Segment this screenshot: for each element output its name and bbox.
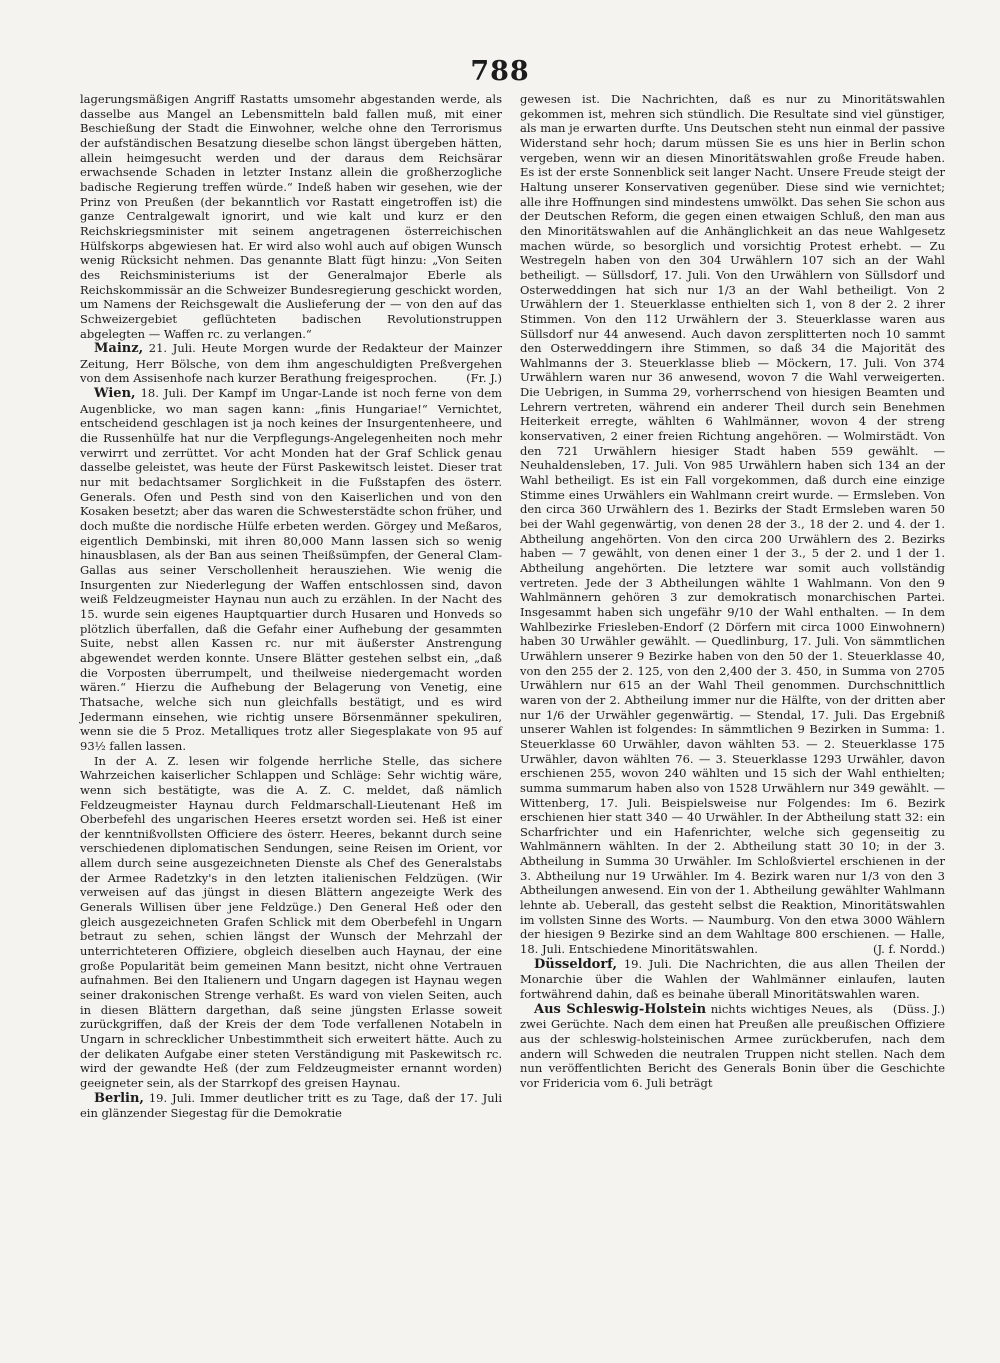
paragraph-text: 21. Juli. Heute Morgen wurde der Redakteur der Mainzer Zeitung, Herr Bölsche, von dem ihm angeschuldigten Preßvergehen von dem Assisenhofe nach kurzer Berathung freigesprochen. — [80, 341, 502, 386]
left-column — [80, 92, 502, 1121]
source-citation: (Düss. J.) — [892, 1001, 945, 1016]
dateline: Düsseldorf, — [534, 956, 618, 972]
paragraph-text: 18. Juli. Der Kampf im Ungar-Lande ist noch ferne von dem Augenblicke, wo man sagen kann: „finis Hungariae!“ Vernichtet, entscheidend geschlagen ist ja noch keines der Insurgentenheere, und die Russenhülfe hat nur die Verpflegungs-Angelegenheiten noch mehr verwirrt und zerrüttet. Vor acht Monden hat der Graf Schlick genau dasselbe geleistet, was heute der Fürst Paskewitsch leistet. Dieser trat nur mit bedachtsamer Sorglichkeit in die Fußstapfen des österr. Generals. Ofen und Pesth sind von den Kaiserlichen und von den Kosaken besetzt; aber das waren die Schwesterstädte schon früher, und doch mußte die nordische Hülfe erbeten werden. Görgey und Meßaros, eigentlich Dembinski, mit ihren 80,000 Mann lassen sich so wenig hinausblasen, als der Ban aus seinen Theißsümpfen, der General Clam-Gallas aus seiner Verschollenheit herausziehen. Wie wenig die Insurgenten zur Niederlegung der Waffen entschlossen sind, davon weiß Feldzeugmeister Haynau nun auch zu erzählen. In der Nacht des 15. wurde sein eigenes Hauptquartier durch Husaren und Honveds so plötzlich überfallen, daß die Gefahr einer Aufhebung der gesammten Suite, nebst allen Kassen rc. nur mit äußerster Anstrengung abgewendet werden konnte. Unsere Blätter gestehen selbst ein, „daß die Vorposten überrumpelt, und theilweise niedergemacht worden wären.“ Hierzu die Aufhebung der Belagerung von Venetig, eine Thatsache, welche sich nun gleichfalls bestätigt, und es wird Jedermann einsehen, wie richtig unsere Börsenmänner spekuliren, wenn sie die 5 Proz. Metalliques trotz aller Siegesplakate von 95 auf 93½ fallen lassen. — [80, 386, 503, 753]
dateline: Mainz, — [94, 341, 144, 357]
dateline: Berlin, — [94, 1090, 144, 1106]
article-paragraph — [80, 341, 502, 386]
article-paragraph — [80, 92, 502, 341]
paragraph-text: nichts wichtiges Neues, als zwei Gerüchte. Nach dem einen hat Preußen alle preußischen Offiziere aus der schleswig-holsteinischen Armee zurückberufen, nach dem andern will Schweden die neutralen Truppen nicht stellen. Nach dem nun veröffentlichten Bericht des Generals Bonin über die Geschichte vor Fridericia vom 6. Juli beträgt — [520, 1001, 945, 1090]
article-paragraph — [80, 1091, 502, 1121]
source-citation: (J. f. Nordd.) — [872, 942, 945, 957]
article-paragraph — [520, 92, 945, 957]
dateline: Wien, — [94, 386, 136, 402]
paragraph-text: 19. Juli. Die Nachrichten, die aus allen Theilen der Monarchie über die Wahlen der Wahlmänner einlaufen, lauten fortwährend dahin, daß es beinahe überall Minoritätswahlen waren. — [520, 956, 946, 1002]
paragraph-text: lagerungsmäßigen Angriff Rastatts umsomehr abgestanden werde, als dasselbe aus Mangel an Lebensmitteln bald fallen muß, mit einer Beschießung der Stadt die Einwohner, welche ohne den Terrorismus der aufständischen Besatzung dieselbe schon längst übergeben hätten, allein heimgesucht werden und der daraus dem Reichsärar erwachsende Schaden in letzter Instanz allein die großherzogliche badische Regierung treffen würde.“ Indeß haben wir gesehen, wie der Prinz von Preußen (der bekanntlich vor Rastatt eingetroffen ist) die ganze Centralgewalt ignorirt, und wie kalt und kurz er den Reichskriegsminister mit seinem angetragenen österreichischen Hülfskorps abgewiesen hat. Er wird also wohl auch auf obigen Wunsch wenig Rücksicht nehmen. Das genannte Blatt fügt hinzu: „Von Seiten des Reichsministeriums ist der Generalmajor Eberle als Reichskommissär an die Schweizer Bundesregierung geschickt worden, um Namens der Reichsgewalt die Auslieferung der — von den auf das Schweizergebiet geflüchteten badischen Revolutionstruppen abgelegten — Waffen rc. zu verlangen.“ — [80, 92, 502, 341]
right-column — [520, 92, 945, 1091]
paragraph-text: 19. Juli. Immer deutlicher tritt es zu Tage, daß der 17. Juli ein glänzender Siegestag für die Demokratie — [80, 1090, 502, 1121]
dateline: Aus Schleswig-Holstein — [534, 1001, 707, 1017]
page-number: 788 — [470, 56, 530, 87]
paragraph-text: In der A. Z. lesen wir folgende herrliche Stelle, das sichere Wahrzeichen kaiserlicher Schlappen und Schläge: Sehr wichtig wäre, wenn sich bestätigte, was die A. Z. C. meldet, daß nämlich Feldzeugmeister Haynau durch Feldmarschall-Lieutenant Heß im Oberbefehl des ungarischen Heeres ersetzt worden sei. Heß ist einer der kenntnißvollsten Officiere des österr. Heeres, bekannt durch seine verschiedenen diplomatischen Sendungen, seine Reisen im Orient, vor allem durch seine ausgezeichneten Dienste als Chef des Generalstabs der Armee Radetzky's in den letzten italienischen Feldzügen. (Wir verweisen auf das jüngst in diesen Blättern angezeigte Werk des Generals Willisen über jene Feldzüge.) Den General Heß oder den gleich ausgezeichneten Grafen Schlick mit dem Oberbefehl in Ungarn betraut zu sehen, schien längst der Wunsch der Mehrzahl der unterrichteteren Offiziere, obgleich dieselben auch Haynau, der eine große Popularität beim gemeinen Mann besitzt, nicht ohne Vertrauen aufnahmen. Bei den Italienern und Ungarn dagegen ist Haynau wegen seiner drakonischen Strenge verhaßt. Es ward von vielen Seiten, auch in diesen Blättern dargethan, daß seine jüngsten Erlasse soweit zurückgriffen, daß der Kreis der dem Tode verfallenen Notabeln in Ungarn in schrecklicher Unbestimmtheit sich erweitert hätte. Auch zu der delikaten Aufgabe einer steten Verständigung mit Paskewitsch rc. wird der gewandte Heß (der zum Feldzeugmeister ernannt worden) geeigneter sein, als der Starrkopf des greisen Haynau. — [80, 753, 502, 1090]
article-paragraph — [80, 386, 502, 753]
paragraph-text: gewesen ist. Die Nachrichten, daß es nur zu Minoritätswahlen gekommen ist, mehren sich stündlich. Die Resultate sind viel günstiger, als man je erwarten durfte. Uns Deutschen steht nun einmal der passive Widerstand sehr hoch; darum müssen Sie es uns hier in Berlin schon vergeben, wenn wir an diesen Minoritätswahlen große Freude haben. Es ist der erste Sonnenblick seit langer Nacht. Unsere Freude steigt der Haltung unserer Konservativen gegenüber. Diese sind wie vernichtet; alle ihre Hoffnungen sind mindestens umwölkt. Das sehen Sie schon aus der Deutschen Reform, die gegen einen etwaigen Schluß, den man aus den Minoritätswahlen auf die Anhänglichkeit an das neue Wahlgesetz machen würde, so besorglich und vorsichtig Protest erhebt. — Zu Westregeln haben von den 304 Urwählern 107 sich an der Wahl betheiligt. — Süllsdorf, 17. Juli. Von den Urwählern von Süllsdorf und Osterweddingen hat sich nur 1/3 an der Wahl betheiligt. Von 2 Urwählern der 1. Steuerklasse enthielten sich 1, von 8 der 2. 2 ihrer Stimmen. Von den 112 Urwählern der 3. Steuerklasse waren aus Süllsdorf nur 44 anwesend. Auch davon zersplitterten noch 10 sammt den Osterweddingern ihre Stimmen, so daß 34 die Majorität des Wahlmanns der 3. Steuerklasse blieb — Möckern, 17. Juli. Von 374 Urwählern waren nur 36 anwesend, wovon 7 die Wahl verweigerten. Die Uebrigen, in Summa 29, vorherrschend von hiesigen Beamten und Lehrern vertreten, während ein anderer Theil durch sein Benehmen Heiterkeit erregte, wählten 6 Wahlmänner, wovon 4 der streng konservativen, 2 einer freien Richtung angehören. — Wolmirstädt. Von den 721 Urwählern hiesiger Stadt haben 559 gewählt. — Neuhaldensleben, 17. Juli. Von 985 Urwählern haben sich 134 an der Wahl betheiligt. Es ist ein Fall vorgekommen, daß durch eine einzige Stimme eines Urwählers ein Wahlmann creirt wurde. — Ermsleben. Von den circa 360 Urwählern des 1. Bezirks der Stadt Ermsleben waren 50 bei der Wahl gegenwärtig, von denen 28 der 3., 18 der 2. und 4. der 1. Abtheilung angehörten. Von den circa 200 Urwählern des 2. Bezirks haben — 7 gewählt, von denen einer 1 der 3., 5 der 2. und 1 der 1. Abtheilung angehörten. Die letztere war somit auch vollständig vertreten. Jede der 3 Abtheilungen wählte 1 Wahlmann. Von den 9 Wahlmännern gehören 3 zur demokratisch monarchischen Partei. Insgesammt haben sich ungefähr 9/10 der Wahl enthalten. — In dem Wahlbezirke Friesleben-Endorf (2 Dörfern mit circa 1000 Einwohnern) haben 30 Urwähler gewählt. — Quedlinburg, 17. Juli. Von sämmtlichen Urwählern unserer 9 Bezirke haben von den 50 der 1. Steuerklasse 40, von den 255 der 2. 125, von den 2,400 der 3. 450, in Summa von 2705 Urwählern nur 615 an der Wahl Theil genommen. Durchschnittlich waren von der 2. Abtheilung immer nur die Hälfte, von der dritten aber nur 1/6 der Urwähler gegenwärtig. — Stendal, 17. Juli. Das Ergebniß unserer Wahlen ist folgendes: In sämmtlichen 9 Bezirken in Summa: 1. Steuerklasse 60 Urwähler, davon wählten 53. — 2. Steuerklasse 175 Urwähler, davon wählten 76. — 3. Steuerklasse 1293 Urwähler, davon erschienen 255, wovon 240 wählten und 15 sich der Wahl enthielten; summa summarum haben also von 1528 Urwählern nur 349 gewählt. — Wittenberg, 17. Juli. Beispielsweise nur Folgendes: Im 6. Bezirk erschienen hier statt 340 — 40 Urwähler. In der Abtheilung statt 32: ein Scharfrichter und ein Hafenrichter, welche sich gegenseitig zu Wahlmännern wählten. In der 2. Abtheilung statt 30 10; in der 3. Abtheilung in Summa 30 Urwähler. Im Schloßviertel erschienen in der 3. Abtheilung nur 19 Urwähler. Im 4. Bezirk waren nur 1/3 von den 3 Abtheilungen anwesend. Ein von der 1. Abtheilung gewählter Wahlmann lehnte ab. Ueberall, das gesteht selbst die Reaktion, Minoritätswahlen im vollsten Sinne des Worts. — Naumburg. Von den etwa 3000 Wählern der hiesigen 9 Bezirke sind an dem Wahltage 800 erschienen. — Halle, 18. Juli. Entschiedene Minoritätswahlen. — [520, 92, 945, 957]
article-paragraph — [80, 754, 502, 1091]
source-citation: (Fr. J.) — [466, 371, 502, 386]
